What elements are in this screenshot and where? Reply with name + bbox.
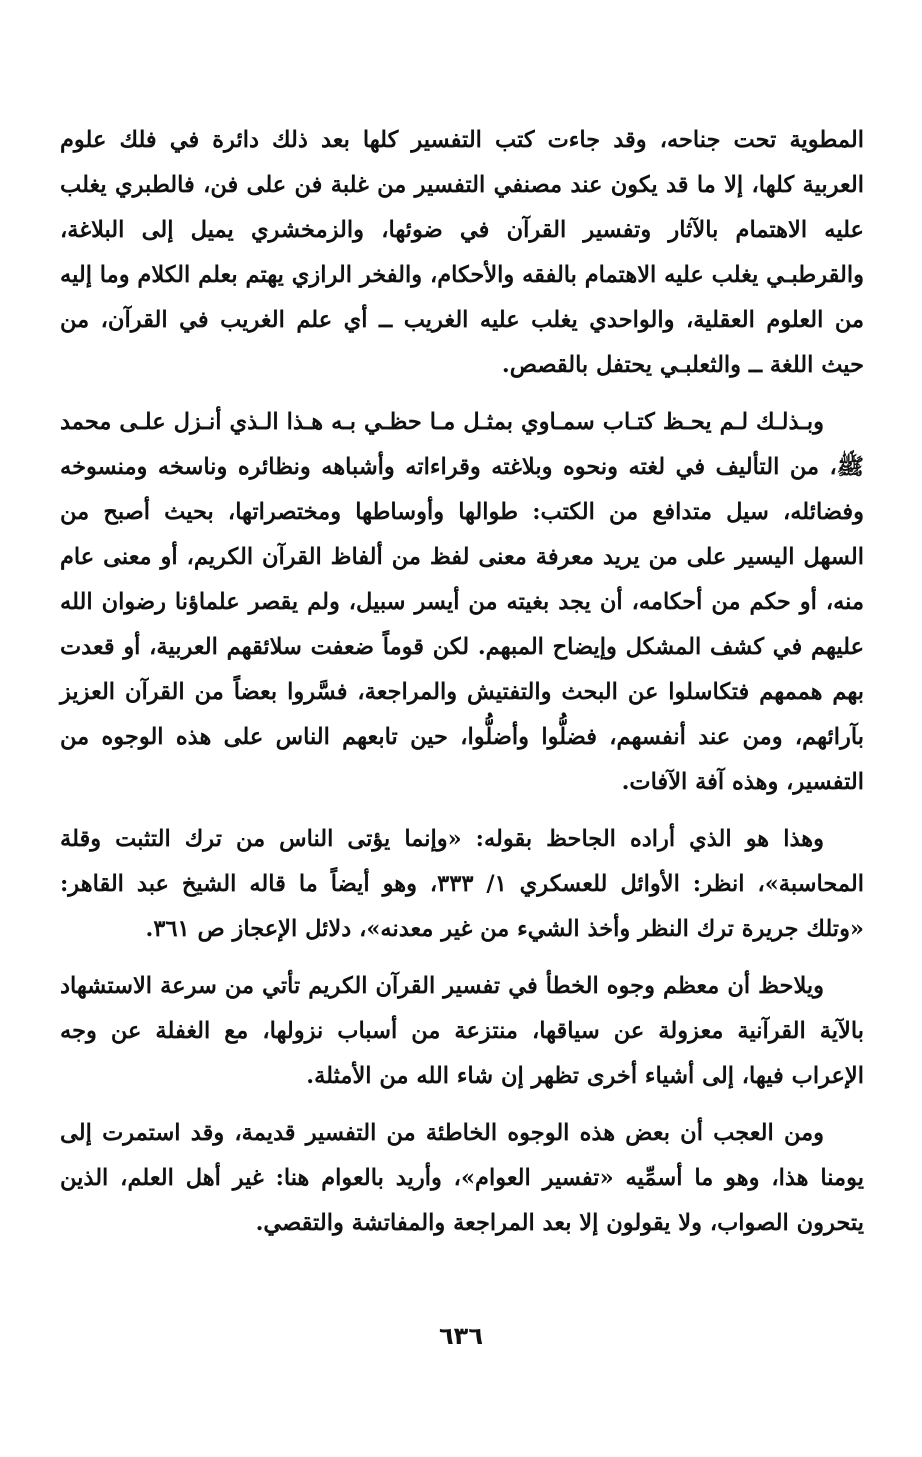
paragraph-2: وبـذلـك لـم يحـظ كتـاب سمـاوي بمثـل مـا حظـي بـه هـذا الـذي أنـزل علـى محمد ﷺ، من التأليف في لغته ونحوه وبلاغته وقراءاته وأشباهه ونظائره وناسخه ومنسوخه وفضائله، سيل متدافع من الكتب: طوالها وأوساطها ومختصراتها، بحيث أصبح من السهل اليسير على من يريد معرفة معنى لفظ من ألفاظ القرآن الكريم، أو معنى عام منه، أو حكم من أحكامه، أن يجد بغيته من أيسر سبيل، ولم يقصر علماؤنا رضوان الله عليهم في كشف المشكل وإيضاح المبهم. لكن قوماً ضعفت سلائقهم العربية، أو قعدت بهم هممهم فتكاسلوا عن البحث والتفتيش والمراجعة، فسَّروا بعضاً من القرآن العزيز بآرائهم، ومن عند أنفسهم، فضلُّوا وأضلُّوا، حين تابعهم الناس على هذه الوجوه من التفسير، وهذه آفة الآفات. — [60, 409, 864, 795]
page-number: ٦٣٦ — [439, 1322, 483, 1350]
paragraph-4: ويلاحظ أن معظم وجوه الخطأ في تفسير القرآن الكريم تأتي من سرعة الاستشهاد بالآية القرآنية معزولة عن سياقها، منتزعة من أسباب نزولها، مع الغفلة عن وجه الإعراب فيها، إلى أشياء أخرى تظهر إن شاء الله من الأمثلة. — [60, 973, 864, 1089]
paragraph-1: المطوية تحت جناحه، وقد جاءت كتب التفسير كلها بعد ذلك دائرة في فلك علوم العربية كلها، إلا ما قد يكون عند مصنفي التفسير من غلبة فن على فن، فالطبري يغلب عليه الاهتمام بالآثار وتفسير القرآن في ضوئها، والزمخشري يميل إلى البلاغة، والقرطبـي يغلب عليه الاهتمام بالفقه والأحكام، والفخر الرازي يهتم بعلم الكلام وما إليه من العلوم العقلية، والواحدي يغلب عليه الغريب ــ أي علم الغريب في القرآن، من حيث اللغة ــ والثعلبـي يحتفل بالقصص. — [60, 127, 864, 378]
paragraph-3: وهذا هو الذي أراده الجاحظ بقوله: «وإنما يؤتى الناس من ترك التثبت وقلة المحاسبة»، انظر: الأوائل للعسكري ١/ ٣٣٣، وهو أيضاً ما قاله الشيخ عبد القاهر: «وتلك جريرة ترك النظر وأخذ الشيء من غير معدنه»، دلائل الإعجاز ص ٣٦١. — [60, 826, 864, 942]
document-page — [60, 118, 864, 1246]
paragraph-5: ومن العجب أن بعض هذه الوجوه الخاطئة من التفسير قديمة، وقد استمرت إلى يومنا هذا، وهو ما أسمِّيه «تفسير العوام»، وأريد بالعوام هنا: غير أهل العلم، الذين يتحرون الصواب، ولا يقولون إلا بعد المراجعة والمفاتشة والتقصي. — [60, 1120, 864, 1236]
